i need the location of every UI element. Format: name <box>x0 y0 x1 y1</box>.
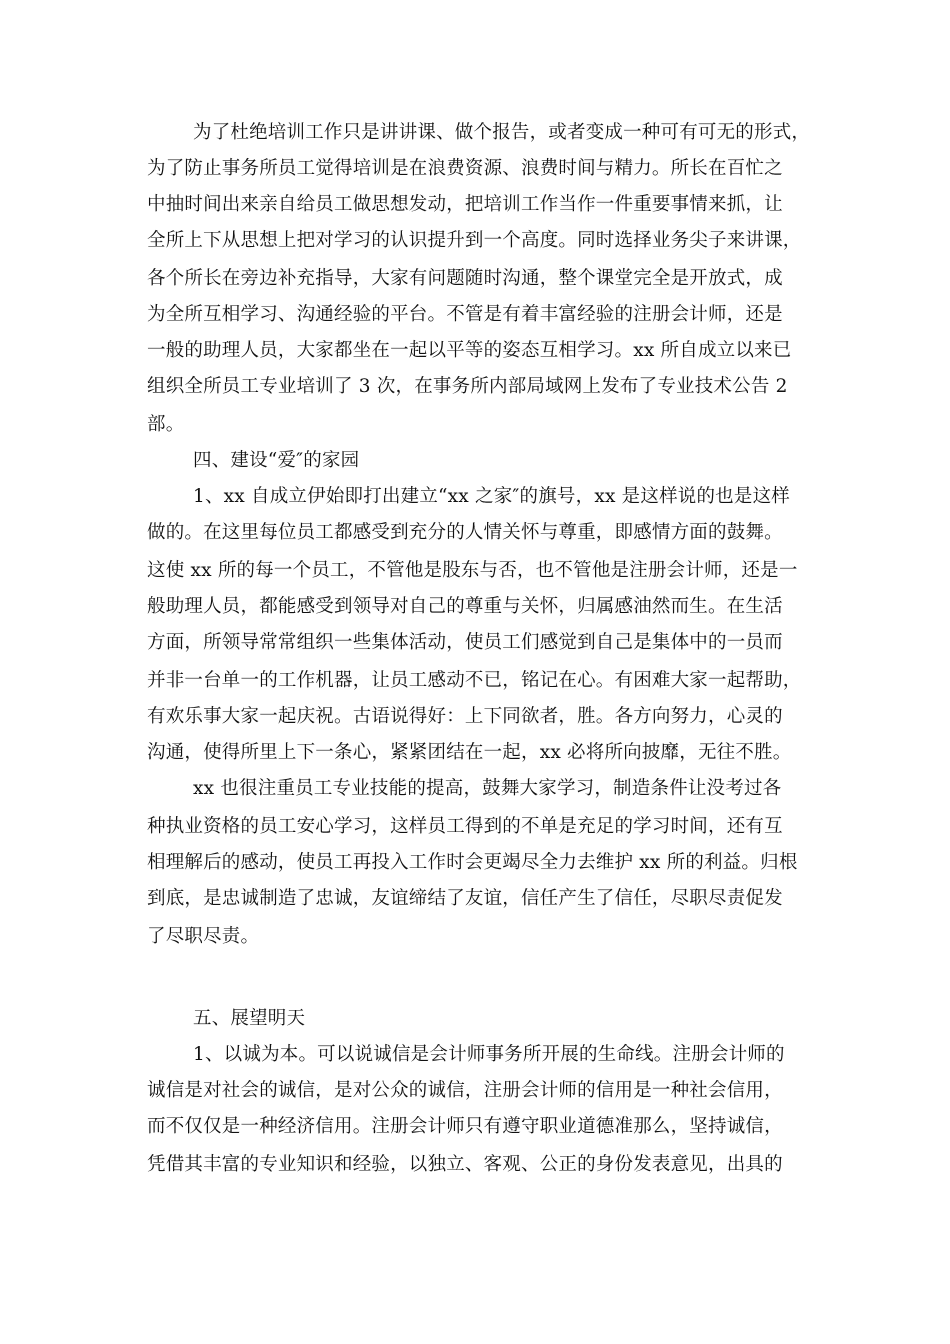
text-line: 般助理人员，都能感受到领导对自己的尊重与关怀，归属感油然而生。在生活 <box>147 596 783 617</box>
text-line: 为全所互相学习、沟通经验的平台。不管是有着丰富经验的注册会计师，还是 <box>147 304 783 325</box>
text-line: 1、xx 自成立伊始即打出建立“xx 之家″的旗号，xx 是这样说的也是这样 <box>193 486 790 507</box>
text-line: 诚信是对社会的诚信，是对公众的诚信，注册会计师的信用是一种社会信用， <box>147 1080 783 1101</box>
text-line: 为了杜绝培训工作只是讲讲课、做个报告，或者变成一种可有可无的形式， <box>193 122 811 143</box>
text-line: 为了防止事务所员工觉得培训是在浪费资源、浪费时间与精力。所长在百忙之 <box>147 158 783 179</box>
text-line: 种执业资格的员工安心学习，这样员工得到的不单是充足的学习时间，还有互 <box>147 816 783 837</box>
text-line: 组织全所员工专业培训了 3 次，在事务所内部局域网上发布了专业技术公告 2 <box>147 376 788 397</box>
text-line: 了尽职尽责。 <box>147 926 260 947</box>
text-line: 1、以诚为本。可以说诚信是会计师事务所开展的生命线。注册会计师的 <box>193 1044 785 1065</box>
text-line: 这使 xx 所的每一个员工，不管他是股东与否，也不管他是注册会计师，还是一 <box>147 560 798 581</box>
text-line: 并非一台单一的工作机器，让员工感动不已，铭记在心。有困难大家一起帮助， <box>147 670 802 691</box>
text-line: 有欢乐事大家一起庆祝。古语说得好：上下同欲者，胜。各方向努力，心灵的 <box>147 706 783 727</box>
section-heading: 四、建设“爱″的家园 <box>193 450 360 471</box>
text-line: 部。 <box>147 414 185 435</box>
text-line: 凭借其丰富的专业知识和经验，以独立、客观、公正的身份发表意见，出具的 <box>147 1154 783 1175</box>
text-line: 一般的助理人员，大家都坐在一起以平等的姿态互相学习。xx 所自成立以来已 <box>147 340 792 361</box>
text-line: 各个所长在旁边补充指导，大家有问题随时沟通，整个课堂完全是开放式，成 <box>147 268 783 289</box>
text-line: 全所上下从思想上把对学习的认识提升到一个高度。同时选择业务尖子来讲课， <box>147 230 802 251</box>
text-line: 而不仅仅是一种经济信用。注册会计师只有遵守职业道德准那么，坚持诚信， <box>147 1116 783 1137</box>
text-line: xx 也很注重员工专业技能的提高，鼓舞大家学习，制造条件让没考过各 <box>193 778 782 799</box>
section-heading: 五、展望明天 <box>193 1008 306 1029</box>
text-line: 沟通，使得所里上下一条心，紧紧团结在一起，xx 必将所向披靡，无往不胜。 <box>147 742 792 763</box>
text-line: 相理解后的感动，使员工再投入工作时会更竭尽全力去维护 xx 所的利益。归根 <box>147 852 798 873</box>
text-line: 做的。在这里每位员工都感受到充分的人情关怀与尊重，即感情方面的鼓舞。 <box>147 522 783 543</box>
text-line: 到底，是忠诚制造了忠诚，友谊缔结了友谊，信任产生了信任，尽职尽责促发 <box>147 888 783 909</box>
text-line: 中抽时间出来亲自给员工做思想发动，把培训工作当作一件重要事情来抓，让 <box>147 194 783 215</box>
text-line: 方面，所领导常常组织一些集体活动，使员工们感觉到自己是集体中的一员而 <box>147 632 783 653</box>
